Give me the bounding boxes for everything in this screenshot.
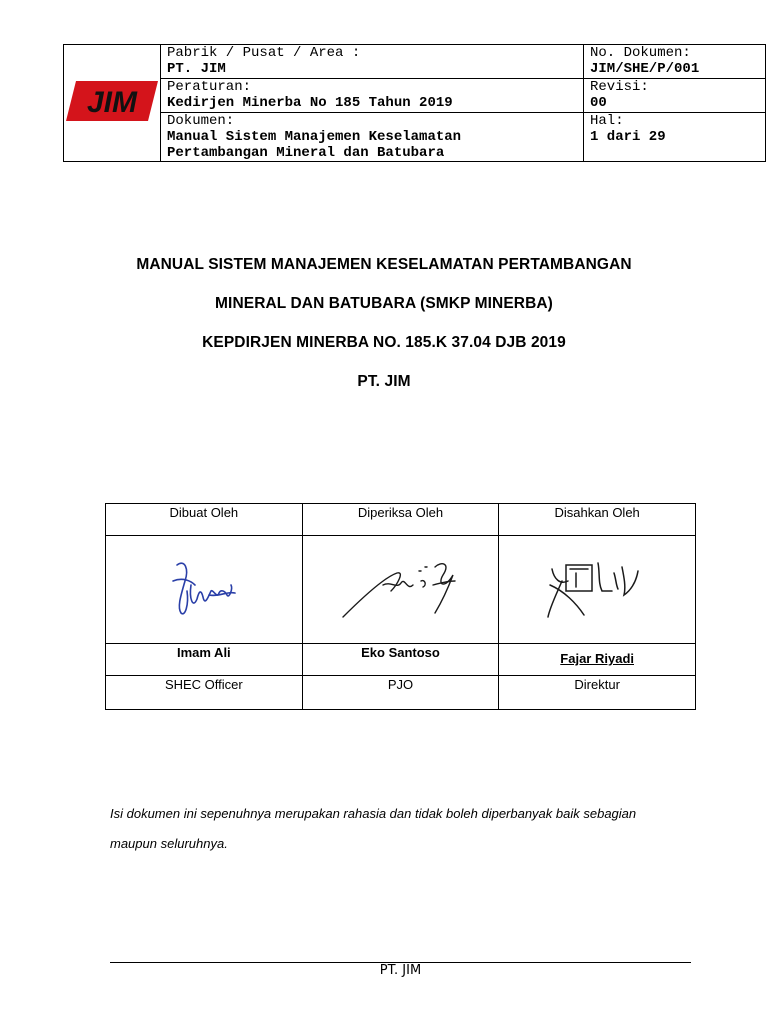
approved-by-name: Fajar Riyadi [560,651,634,666]
approved-by-position: Direktur [499,676,696,710]
checked-by-name: Eko Santoso [302,644,499,676]
signature-approved [542,551,652,629]
prepared-by-header: Dibuat Oleh [106,504,303,536]
approval-table [105,503,696,710]
signature-checked [335,555,465,625]
page-value: 1 dari 29 [590,129,666,145]
revision-cell [584,79,766,113]
document-label: Dokumen: [167,113,235,129]
doc-number-label: No. Dokumen: [590,45,691,61]
location-value: PT. JIM [167,61,226,77]
page-label: Hal: [590,113,624,129]
signature-prepared [159,555,249,625]
approved-by-header: Disahkan Oleh [499,504,696,536]
prepared-by-position: SHEC Officer [106,676,303,710]
signature-cell-checked [302,536,499,644]
document-cell [161,113,584,162]
disclaimer-line-2: maupun seluruhnya. [110,836,228,851]
signature-cell-prepared [106,536,303,644]
page-cell [584,113,766,162]
disclaimer-line-1: Isi dokumen ini sepenuhnya merupakan rahasia dan tidak boleh diperbanyak baik sebagian [110,806,637,821]
title-line-4: PT. JIM [357,373,411,390]
checked-by-position: PJO [302,676,499,710]
location-cell [161,45,584,79]
regulation-cell [161,79,584,113]
footer-text: PT. JIM [379,963,422,978]
title-line-3: KEPDIRJEN MINERBA NO. 185.K 37.04 DJB 2019 [202,334,566,351]
revision-value: 00 [590,95,607,111]
approved-by-name-cell [499,644,696,676]
document-header-table [63,44,766,162]
title-line-1: MANUAL SISTEM MANAJEMEN KESELAMATAN PERTAMBANGAN [136,256,632,273]
doc-number-value: JIM/SHE/P/001 [590,61,700,77]
doc-number-cell [584,45,766,79]
document-value-line2: Pertambangan Mineral dan Batubara [167,145,445,161]
prepared-by-name: Imam Ali [106,644,303,676]
location-label: Pabrik / Pusat / Area : [167,45,361,61]
checked-by-header: Diperiksa Oleh [302,504,499,536]
logo-text: JIM [86,85,138,119]
regulation-value: Kedirjen Minerba No 185 Tahun 2019 [167,95,453,111]
jim-logo [66,79,158,123]
signature-cell-approved [499,536,696,644]
regulation-label: Peraturan: [167,79,252,95]
title-line-2: MINERAL DAN BATUBARA (SMKP MINERBA) [215,295,553,312]
revision-label: Revisi: [590,79,649,95]
logo-cell [64,45,161,162]
document-value-line1: Manual Sistem Manajemen Keselamatan [167,129,462,145]
